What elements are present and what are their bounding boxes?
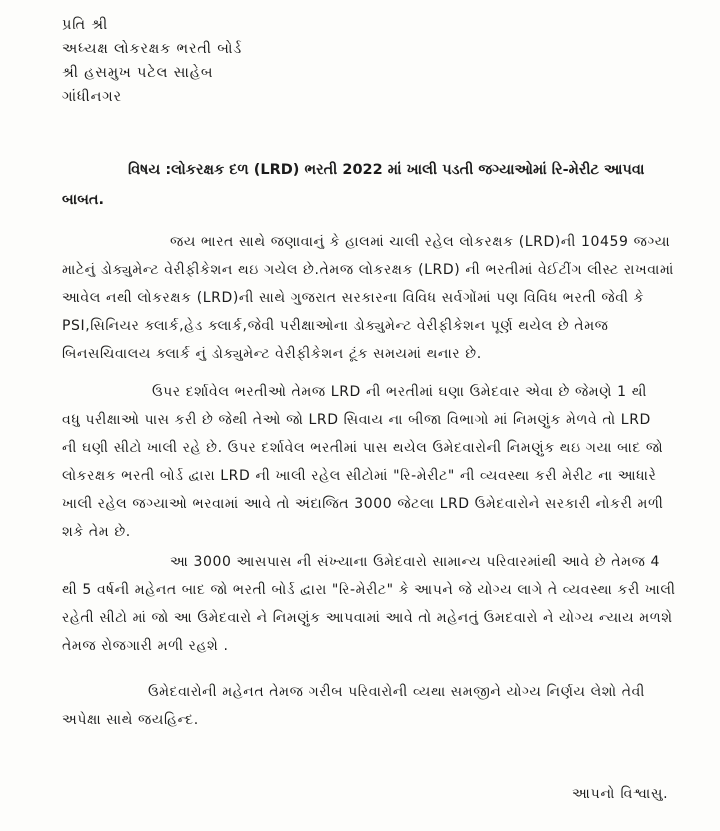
paragraph-2: [62, 378, 672, 546]
paragraph-line: થી 5 વર્ષની મહેનત બાદ જો ભરતી બોર્ડ દ્વારા "રિ-મેરીટ" કે આપને જે યોગ્ય લાગે તે વ્યવસ્થા કરી ખાલી: [62, 582, 676, 598]
paragraph-line: બિનસચિવાલય ક્લાર્ક નું ડોક્યુમેન્ટ વેરીફીકેશન ટૂંક સમયમાં થનાર છે.: [62, 346, 482, 362]
paragraph-3: [62, 548, 676, 660]
paragraph-line: વધુ પરીક્ષાઓ પાસ કરી છે જેથી તેઓ જો LRD સિવાય ના બીજા વિભાગો માં નિમણુંક મેળવે તો LRD: [62, 412, 651, 428]
paragraph-line: આ 3000 આસપાસ ની સંખ્યાના ઉમેદવારો સામાન્ય પરિવારમાંથી આવે છે તેમજ 4: [170, 554, 660, 570]
paragraph-line: જય ભારત સાથે જણાવાનું કે હાલમાં ચાલી રહેલ લોકરક્ષક (LRD)ની 10459 જગ્યા: [170, 234, 671, 250]
address-line: પ્રતિ શ્રી: [62, 17, 109, 33]
subject-line: બાબત.: [62, 192, 104, 208]
address-line: શ્રી હસમુખ પટેલ સાહેબ: [62, 65, 214, 81]
paragraph-line: શકે તેમ છે.: [62, 524, 131, 540]
paragraph-line: લોકરક્ષક ભરતી બોર્ડ દ્વારા LRD ની ખાલી રહેલ સીટોમાં "રિ-મેરીટ" ની વ્યવસ્થા કરી મેરીટ ના આધારે: [62, 468, 657, 484]
subject-line: વિષય :લોકરક્ષક દળ (LRD) ભરતી 2022 માં ખાલી પડતી જગ્યાઓમાં રિ-મેરીટ આપવા: [128, 162, 645, 178]
paragraph-line: આવેલ નથી લોકરક્ષક (LRD)ની સાથે ગુજરાત સરકારના વિવિધ સર્વગોંમાં પણ વિવિધ ભરતી જેવી કે: [62, 290, 645, 306]
paragraph-line: રહેતી સીટો માં જો આ ઉમેદવારો ને નિમણુંક આપવામાં આવે તો મહેનતું ઉમદવારો ને યોગ્ય ન્યાય મળશે: [62, 610, 673, 626]
address-line: ગાંધીનગર: [62, 89, 122, 105]
address-line: અધ્યક્ષ લોકરક્ષક ભરતી બોર્ડ: [62, 41, 243, 57]
paragraph-4: [62, 678, 672, 734]
paragraph-line: માટેનું ડોક્યુમેન્ટ વેરીફીકેશન થઇ ગયેલ છે.તેમજ લોકરક્ષક (LRD) ની ભરતીમાં વેઈટીંગ લીસ્ટ રાખવામાં: [62, 262, 674, 278]
paragraph-line: PSI,સિનિયર ક્લાર્ક,હેડ ક્લાર્ક,જેવી પરીક્ષાઓના ડોક્યુમેન્ટ વેરીફીકેશન પૂર્ણ થયેલ છે તેમજ: [62, 318, 609, 334]
subject-heading: [62, 163, 662, 217]
closing-signoff: આપનો વિશ્વાસુ.: [572, 786, 669, 802]
paragraph-line: ખાલી રહેલ જગ્યાઓ ભરવામાં આવે તો અંદાજિત 3000 જેટલા LRD ઉમેદવારોને સરકારી નોકરી મળી: [62, 496, 664, 512]
recipient-address: [62, 18, 242, 114]
paragraph-line: ઉપર દર્શાવેલ ભરતીઓ તેમજ LRD ની ભરતીમાં ઘણા ઉમેદવાર એવા છે જેમણે 1 થી: [152, 384, 648, 400]
paragraph-line: તેમજ રોજગારી મળી રહશે .: [62, 638, 229, 654]
paragraph-line: ઉમેદવારોની મહેનત તેમજ ગરીબ પરિવારોની વ્યથા સમજીને યોગ્ય નિર્ણય લેશો તેવી: [148, 684, 645, 700]
paragraph-1: [62, 228, 672, 368]
paragraph-line: ની ઘણી સીટો ખાલી રહે છે. ઉપર દર્શાવેલ ભરતીમાં પાસ થયેલ ઉમેદવારોની નિમણુંક થઇ ગયા બાદ જો: [62, 440, 664, 456]
paragraph-line: અપેક્ષા સાથે જયહિન્દ.: [62, 712, 199, 728]
